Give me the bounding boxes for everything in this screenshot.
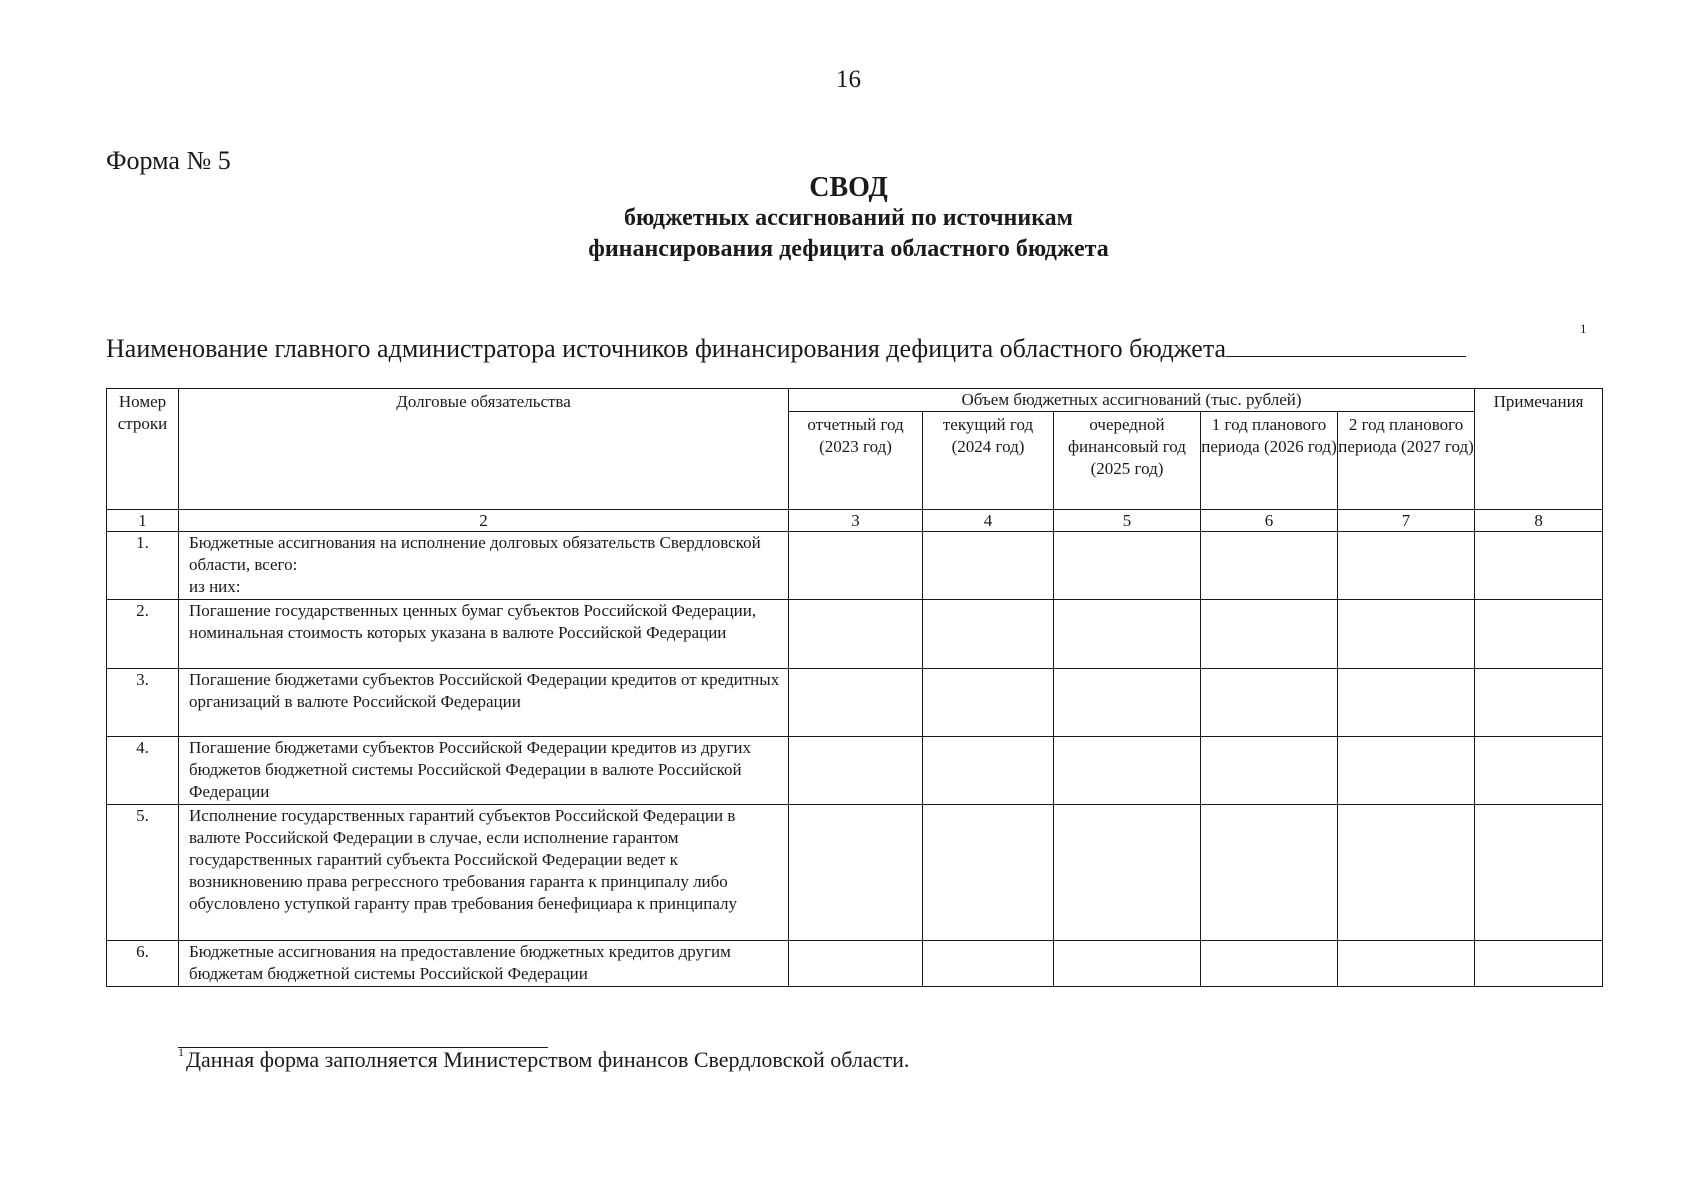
column-numbers-row (107, 510, 1603, 532)
column-number: 1 (107, 510, 179, 532)
row-description: Погашение государственных ценных бумаг субъектов Российской Федерации, номинальная стоимость которых указана в валюте Российской Федерации (179, 600, 789, 669)
table-row (107, 532, 1603, 600)
value-cell (923, 532, 1054, 600)
notes-cell (1475, 941, 1603, 987)
column-number: 6 (1201, 510, 1338, 532)
value-cell (1201, 737, 1338, 805)
value-cell (1201, 805, 1338, 941)
table-row (107, 600, 1603, 669)
header-year-2023: отчетный год (2023 год) (789, 412, 923, 510)
header-year-2025: очередной финансовый год (2025 год) (1054, 412, 1201, 510)
row-number: 6. (107, 941, 179, 987)
value-cell (1201, 669, 1338, 737)
footnote-text: Данная форма заполняется Министерством финансов Свердловской области. (186, 1047, 910, 1072)
row-description: Исполнение государственных гарантий субъектов Российской Федерации в валюте Российской Федерации в случае, если исполнение гарантом государственных гарантий субъекта Российской Федерации ведет к возникновению права регрессного требования гаранта к принципалу либо обусловлено уступкой гаранту прав требования бенефициара к принципалу (179, 805, 789, 941)
administrator-name-label: Наименование главного администратора источников финансирования дефицита областного бюджета (106, 334, 1227, 363)
value-cell (789, 941, 923, 987)
page-number: 16 (836, 66, 861, 93)
value-cell (789, 805, 923, 941)
administrator-name-blank (1226, 332, 1466, 357)
document-subtitle-line1: бюджетных ассигнований по источникам (623, 205, 1074, 231)
column-number: 3 (789, 510, 923, 532)
value-cell (923, 941, 1054, 987)
value-cell (1054, 600, 1201, 669)
column-number: 2 (179, 510, 789, 532)
column-number: 8 (1475, 510, 1603, 532)
value-cell (1338, 600, 1475, 669)
notes-cell (1475, 737, 1603, 805)
column-number: 5 (1054, 510, 1201, 532)
value-cell (1054, 532, 1201, 600)
footnote-marker: 1 (178, 1045, 184, 1059)
header-year-2024: текущий год (2024 год) (923, 412, 1054, 510)
column-number: 4 (923, 510, 1054, 532)
budget-table (106, 388, 1603, 987)
header-year-2026: 1 год планового периода (2026 год) (1201, 412, 1338, 510)
value-cell (789, 737, 923, 805)
value-cell (1201, 532, 1338, 600)
value-cell (1054, 941, 1201, 987)
value-cell (789, 669, 923, 737)
header-row-number: Номер строки (107, 389, 179, 510)
value-cell (1201, 941, 1338, 987)
form-label: Форма № 5 (106, 146, 231, 175)
value-cell (789, 532, 923, 600)
table-row (107, 737, 1603, 805)
header-volume-group: Объем бюджетных ассигнований (тыс. рублей) (789, 389, 1475, 412)
row-number: 1. (107, 532, 179, 600)
header-row-1 (107, 389, 1603, 412)
row-number: 3. (107, 669, 179, 737)
table-row (107, 941, 1603, 987)
row-number: 4. (107, 737, 179, 805)
row-description: Бюджетные ассигнования на предоставление бюджетных кредитов другим бюджетам бюджетной системы Российской Федерации (179, 941, 789, 987)
notes-cell (1475, 669, 1603, 737)
value-cell (1054, 737, 1201, 805)
value-cell (923, 737, 1054, 805)
value-cell (1338, 669, 1475, 737)
value-cell (1054, 669, 1201, 737)
table-row (107, 805, 1603, 941)
value-cell (1201, 600, 1338, 669)
value-cell (1338, 737, 1475, 805)
document-subtitle-line2: финансирования дефицита областного бюджета (588, 236, 1109, 262)
footnote-reference: 1 (1580, 321, 1587, 336)
notes-cell (1475, 805, 1603, 941)
value-cell (789, 600, 923, 669)
header-obligations: Долговые обязательства (179, 389, 789, 510)
row-number: 2. (107, 600, 179, 669)
value-cell (1054, 805, 1201, 941)
notes-cell (1475, 600, 1603, 669)
notes-cell (1475, 532, 1603, 600)
header-year-2027: 2 год планового периода (2027 год) (1338, 412, 1475, 510)
value-cell (923, 669, 1054, 737)
row-number: 5. (107, 805, 179, 941)
row-description: Погашение бюджетами субъектов Российской Федерации кредитов из других бюджетов бюджетной системы Российской Федерации в валюте Российской Федерации (179, 737, 789, 805)
header-notes: Примечания (1475, 389, 1603, 510)
table-row (107, 669, 1603, 737)
row-description: Бюджетные ассигнования на исполнение долговых обязательств Свердловской области, всего: из них: (179, 532, 789, 600)
value-cell (923, 600, 1054, 669)
document-title: СВОД (809, 172, 888, 203)
row-description: Погашение бюджетами субъектов Российской Федерации кредитов от кредитных организаций в валюте Российской Федерации (179, 669, 789, 737)
footnote (178, 1047, 909, 1073)
column-number: 7 (1338, 510, 1475, 532)
value-cell (1338, 805, 1475, 941)
administrator-name-line (106, 332, 1466, 364)
value-cell (1338, 941, 1475, 987)
value-cell (1338, 532, 1475, 600)
value-cell (923, 805, 1054, 941)
